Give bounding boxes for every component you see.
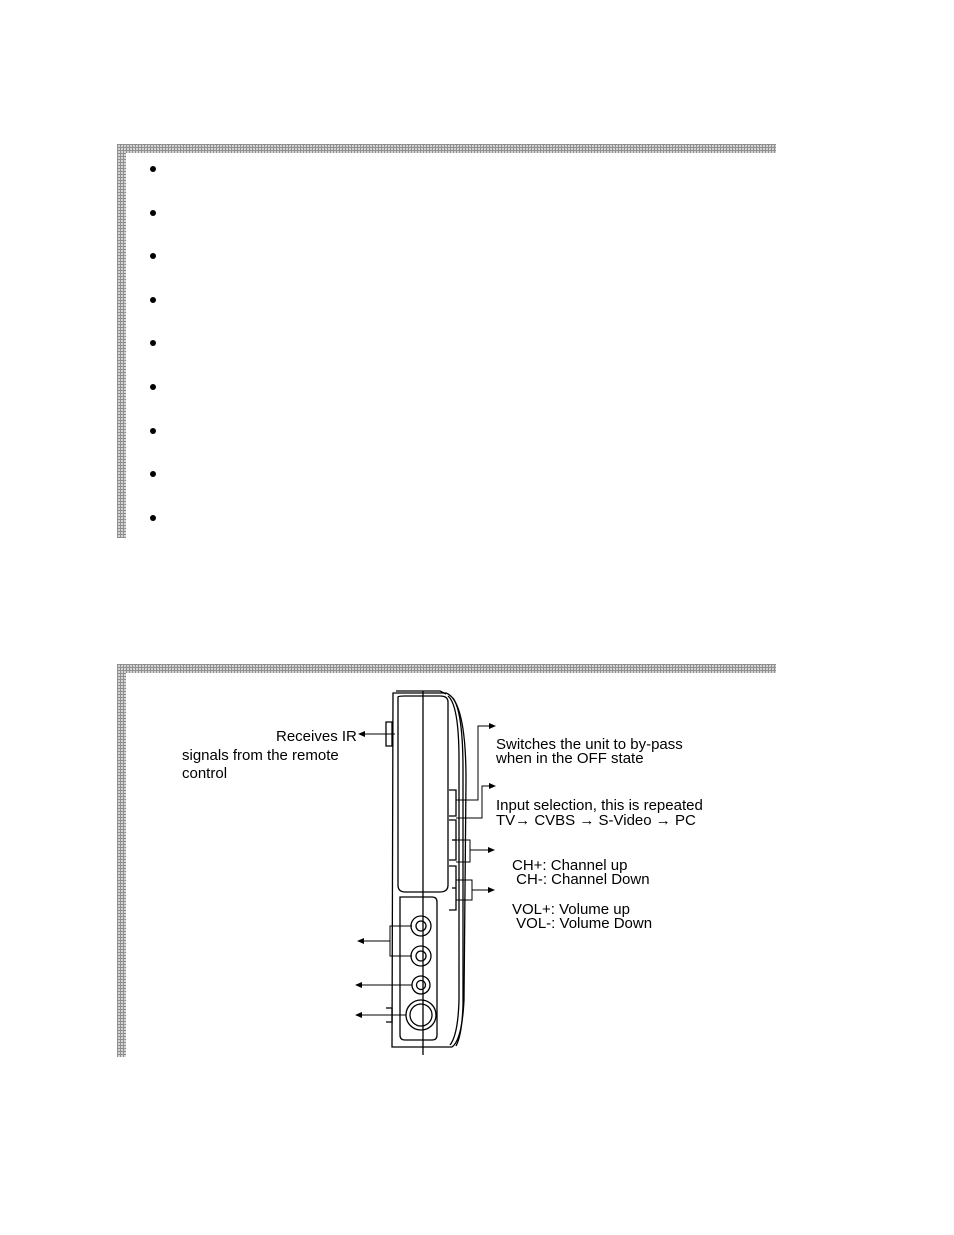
- bullet-2: [150, 210, 156, 216]
- input-selection-label-line1: Input selection, this is repeated: [496, 797, 703, 814]
- device-side-view-diagram: [340, 685, 520, 1055]
- volume-up-label: VOL+: Volume up: [512, 901, 630, 918]
- channel-up-label: CH+: Channel up: [512, 857, 628, 874]
- volume-down-label: VOL-: Volume Down: [512, 915, 653, 932]
- bullet-3: [150, 253, 156, 259]
- channel-down-label: CH-: Channel Down: [512, 871, 650, 888]
- bullet-5: [150, 340, 156, 346]
- ir-receiver-label-line2: signals from the remote: [182, 747, 339, 764]
- input-selection-label-line2: TV→ CVBS → S-Video → PC: [496, 812, 696, 829]
- bullet-8: [150, 471, 156, 477]
- bullet-7: [150, 428, 156, 434]
- ir-receiver-label-line1: Receives IR: [276, 728, 357, 745]
- bullet-9: [150, 515, 156, 521]
- section-2-top-border: [117, 664, 776, 673]
- bypass-label-line1: Switches the unit to by-pass: [496, 736, 683, 753]
- bypass-label-line2: when in the OFF state: [496, 750, 644, 767]
- bullet-6: [150, 384, 156, 390]
- section-1-top-border: [117, 144, 776, 153]
- bullet-4: [150, 297, 156, 303]
- section-1-left-border: [117, 144, 126, 538]
- bullet-1: [150, 166, 156, 172]
- section-2-left-border: [117, 664, 126, 1057]
- ir-receiver-label-line3: control: [182, 765, 228, 782]
